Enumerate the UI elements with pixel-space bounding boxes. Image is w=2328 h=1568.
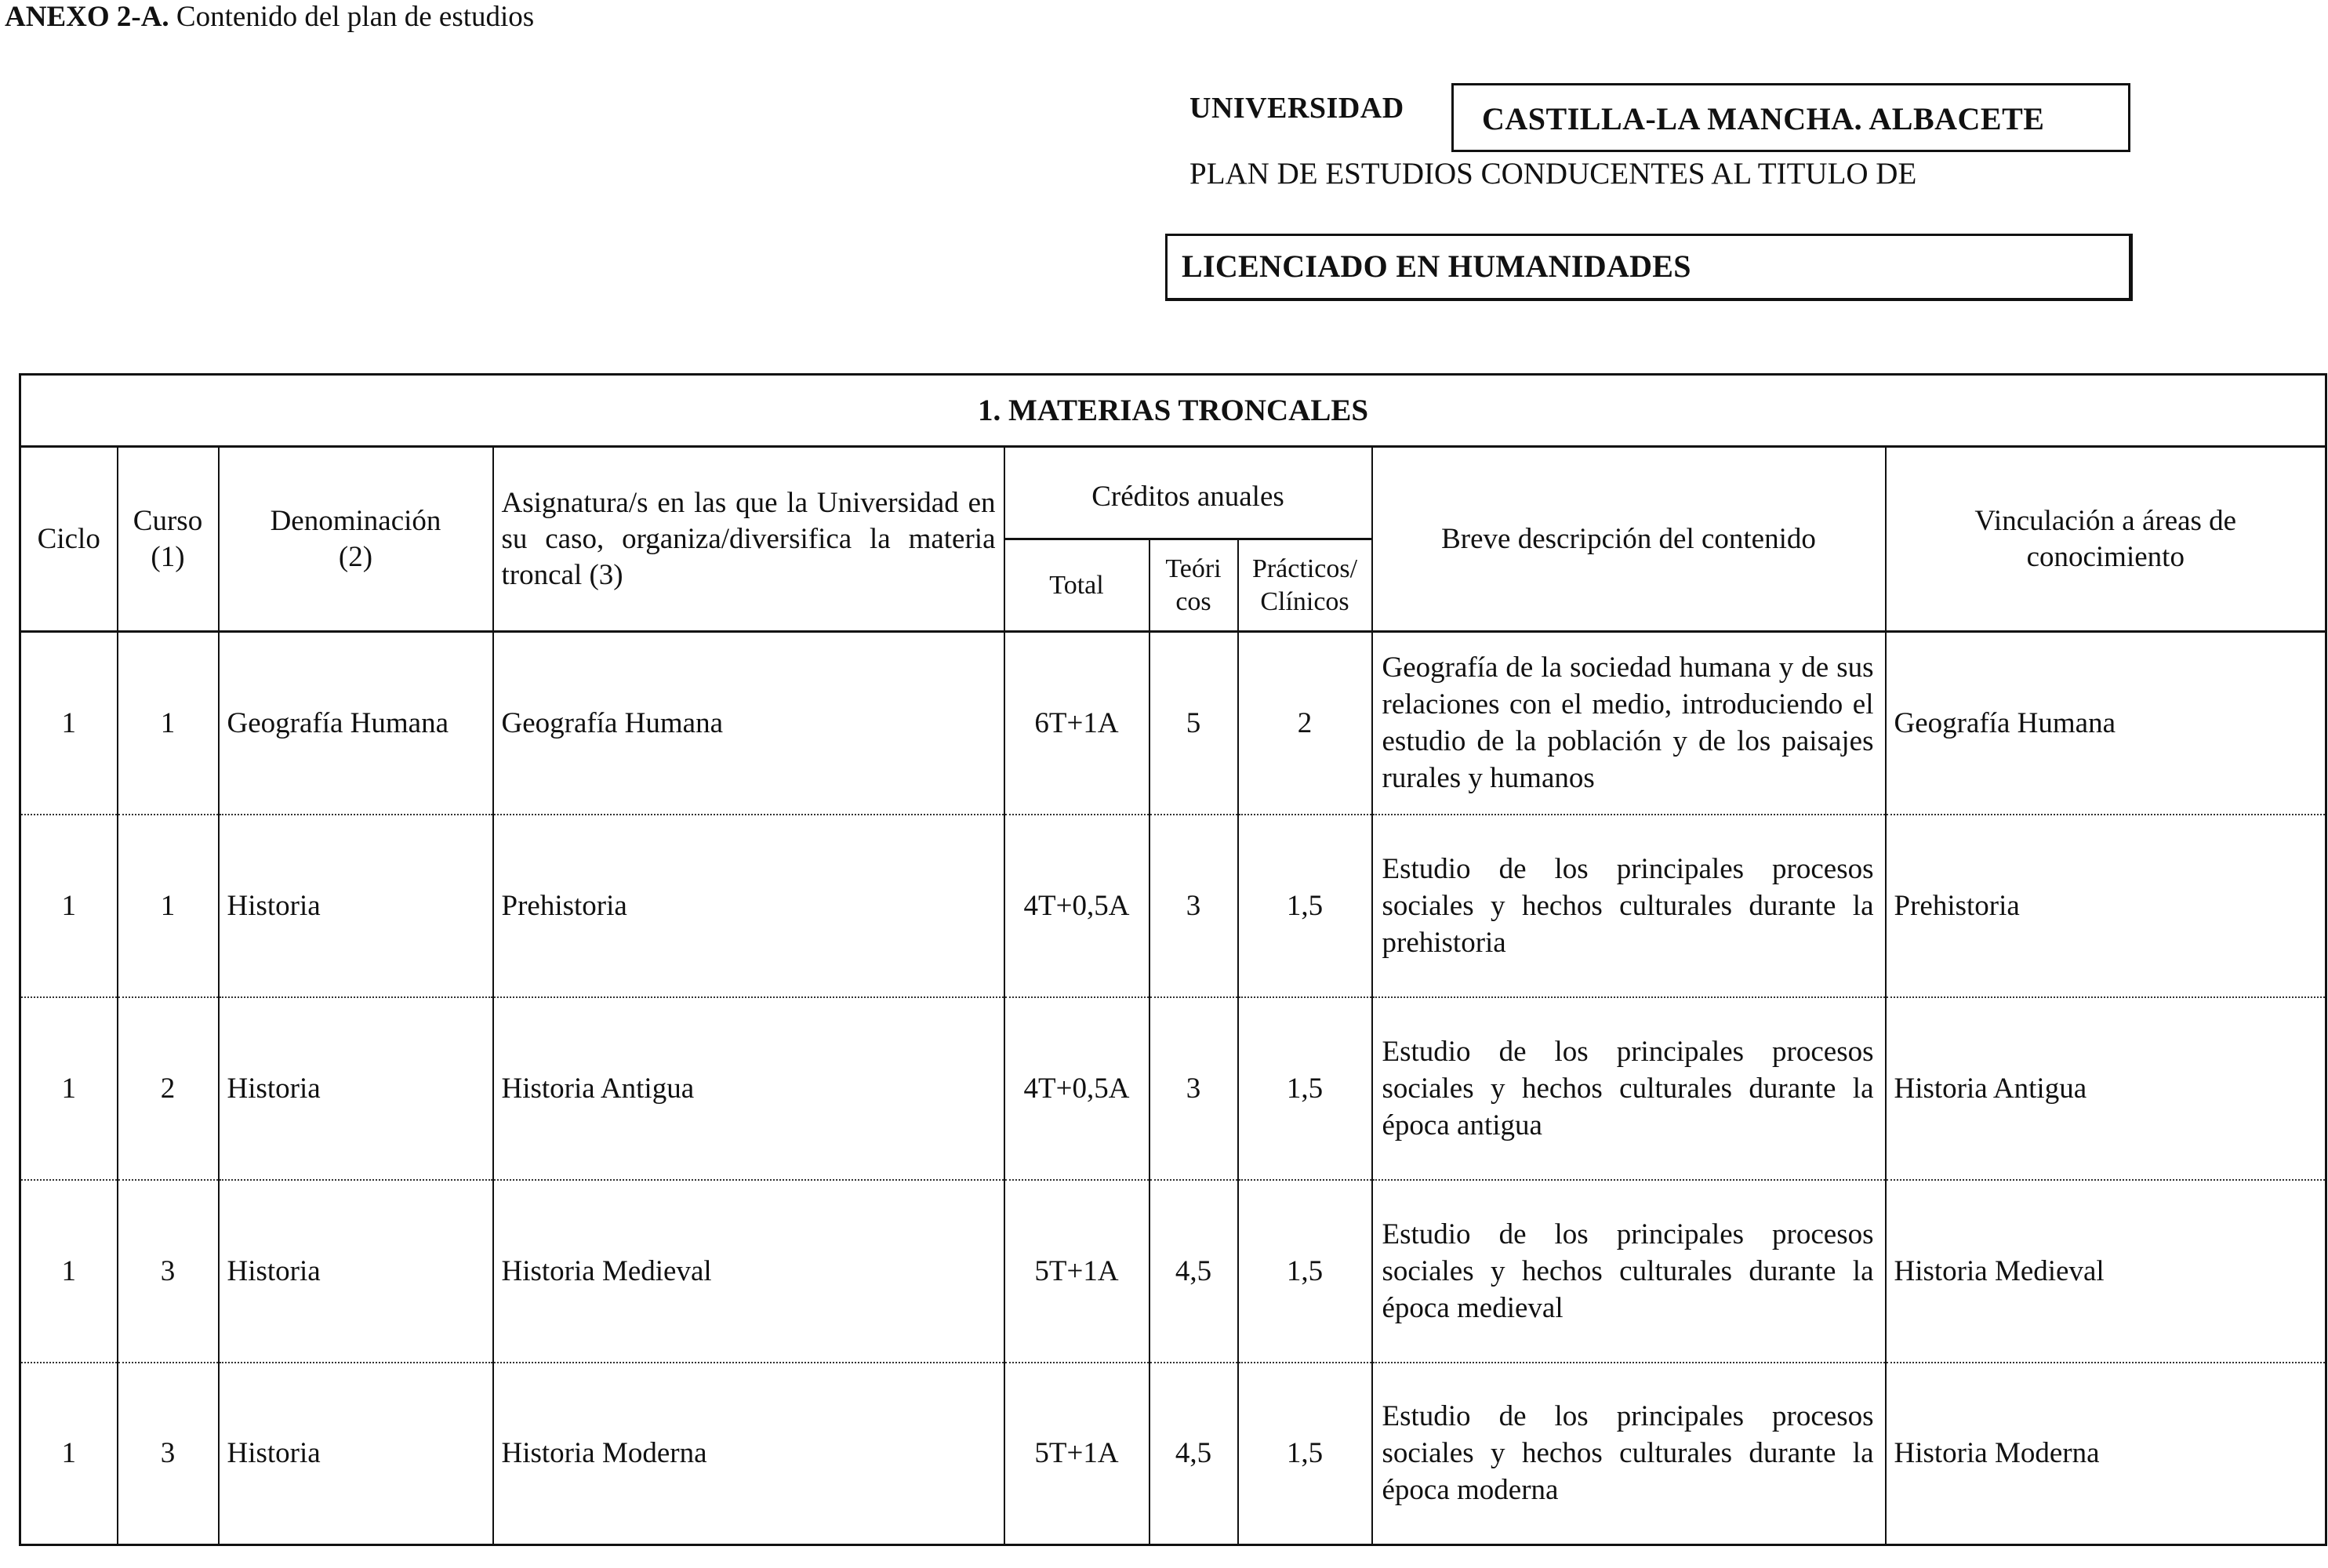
cell-descripcion: Estudio de los principales procesos sociales y hechos culturales durante la prehistoria: [1372, 815, 1886, 997]
cell-practicos: 2: [1238, 632, 1372, 815]
cell-vinculacion: Historia Moderna: [1886, 1363, 2326, 1545]
cell-denominacion: Historia: [219, 997, 493, 1180]
cell-asignatura: Historia Antigua: [493, 997, 1004, 1180]
cell-total: 6T+1A: [1004, 632, 1149, 815]
cell-vinculacion: Historia Medieval: [1886, 1180, 2326, 1363]
col-header-curso: Curso (1): [118, 447, 219, 632]
col-header-vinculacion: Vinculación a áreas de conocimiento: [1886, 447, 2326, 632]
col-header-asignatura: Asignatura/s en las que la Universidad en su caso, organiza/diversifica la materia troncal (3): [493, 447, 1004, 632]
col-header-teoricos: Teóri cos: [1149, 539, 1238, 632]
cell-ciclo: 1: [20, 632, 118, 815]
table-row: [20, 632, 2326, 815]
cell-total: 5T+1A: [1004, 1180, 1149, 1363]
col-header-denominacion: Denominación (2): [219, 447, 493, 632]
col-header-ciclo: Ciclo: [20, 447, 118, 632]
cell-teoricos: 4,5: [1149, 1363, 1238, 1545]
cell-asignatura: Historia Moderna: [493, 1363, 1004, 1545]
cell-descripcion: Estudio de los principales procesos sociales y hechos culturales durante la época moderna: [1372, 1363, 1886, 1545]
university-label: UNIVERSIDAD: [1189, 92, 1404, 125]
cell-curso: 3: [118, 1363, 219, 1545]
cell-practicos: 1,5: [1238, 997, 1372, 1180]
col-header-creditos: Créditos anuales: [1004, 447, 1372, 539]
cell-total: 5T+1A: [1004, 1363, 1149, 1545]
table-row: [20, 997, 2326, 1180]
annex-description: Contenido del plan de estudios: [169, 1, 535, 33]
cell-total: 4T+0,5A: [1004, 997, 1149, 1180]
materias-troncales-table: [19, 373, 2327, 1546]
cell-denominacion: Historia: [219, 1363, 493, 1545]
table-row: [20, 1363, 2326, 1545]
cell-total: 4T+0,5A: [1004, 815, 1149, 997]
cell-practicos: 1,5: [1238, 815, 1372, 997]
annex-heading: [5, 0, 534, 34]
cell-denominacion: Geografía Humana: [219, 632, 493, 815]
university-name-box: CASTILLA-LA MANCHA. ALBACETE: [1451, 83, 2130, 152]
cell-vinculacion: Historia Antigua: [1886, 997, 2326, 1180]
col-header-practicos: Prácticos/ Clínicos: [1238, 539, 1372, 632]
cell-asignatura: Geografía Humana: [493, 632, 1004, 815]
cell-denominacion: Historia: [219, 1180, 493, 1363]
cell-ciclo: 1: [20, 815, 118, 997]
cell-curso: 1: [118, 815, 219, 997]
cell-descripcion: Estudio de los principales procesos sociales y hechos culturales durante la época medieval: [1372, 1180, 1886, 1363]
cell-ciclo: 1: [20, 1180, 118, 1363]
cell-ciclo: 1: [20, 997, 118, 1180]
cell-practicos: 1,5: [1238, 1180, 1372, 1363]
table-row: [20, 815, 2326, 997]
cell-teoricos: 3: [1149, 815, 1238, 997]
cell-curso: 1: [118, 632, 219, 815]
cell-curso: 2: [118, 997, 219, 1180]
table-row: [20, 1180, 2326, 1363]
cell-descripcion: Geografía de la sociedad humana y de sus relaciones con el medio, introduciendo el estudio de la población y de los paisajes rurales y humanos: [1372, 632, 1886, 815]
plan-label: PLAN DE ESTUDIOS CONDUCENTES AL TITULO DE: [1189, 157, 1917, 191]
cell-teoricos: 4,5: [1149, 1180, 1238, 1363]
cell-vinculacion: Prehistoria: [1886, 815, 2326, 997]
cell-ciclo: 1: [20, 1363, 118, 1545]
degree-title-box: LICENCIADO EN HUMANIDADES: [1165, 234, 2133, 301]
cell-teoricos: 5: [1149, 632, 1238, 815]
col-header-descripcion: Breve descripción del contenido: [1372, 447, 1886, 632]
annex-label: ANEXO 2-A.: [5, 1, 169, 33]
cell-asignatura: Prehistoria: [493, 815, 1004, 997]
cell-asignatura: Historia Medieval: [493, 1180, 1004, 1363]
cell-curso: 3: [118, 1180, 219, 1363]
cell-denominacion: Historia: [219, 815, 493, 997]
cell-practicos: 1,5: [1238, 1363, 1372, 1545]
section-title: 1. MATERIAS TRONCALES: [20, 375, 2326, 447]
cell-vinculacion: Geografía Humana: [1886, 632, 2326, 815]
cell-teoricos: 3: [1149, 997, 1238, 1180]
cell-descripcion: Estudio de los principales procesos sociales y hechos culturales durante la época antigua: [1372, 997, 1886, 1180]
col-header-total: Total: [1004, 539, 1149, 632]
